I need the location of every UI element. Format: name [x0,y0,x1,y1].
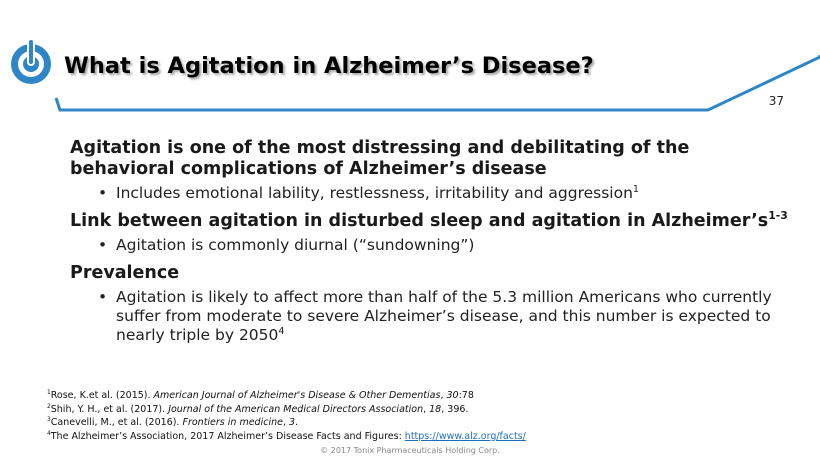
bullet-item: • Agitation is likely to affect more than half of the 5.3 million Americans who currently suffer from moderate to severe Alzheimer’s disease, and this number is expected to nearly triple by 2050$^4$ [98,288,772,344]
section-heading: Link between agitation in disturbed sleep and agitation in $Alzheimer’s^{1-3}$ [70,209,788,231]
power-button-icon [7,38,55,86]
reference-item: $^1$Rose, K.et al. (2015). American Journal of Alzheimer's Disease & Other Dementias, 30:78 [47,389,474,401]
bullet-item: • Includes emotional lability, restlessness, irritability and aggression$^1$ [98,183,640,202]
reference-link[interactable]: https://www.alz.org/facts/ [404,430,526,442]
slide-title: What is Agitation in Alzheimer’s Disease? [64,53,594,79]
reference-item: $^3$Canevelli, M., et al. (2016). Frontiers in medicine, 3. [47,416,299,428]
copyright-footer: © 2017 Tonix Pharmaceuticals Holding Corp. [320,446,500,455]
slide-number: 37 [768,94,784,108]
bullet-item: • Agitation is commonly diurnal (“sundowning”) [98,236,475,254]
bullet-dot: • [98,184,108,202]
reference-item: $^2$Shih, Y. H., et al. (2017). Journal of the American Medical Directors Association, 18, 396. [47,403,469,415]
references [47,389,526,443]
reference-item: $^4$The Alzheimer’s Association, 2017 Alzheimer’s Disease Facts and Figures: https://www.alz.org/facts/ [47,430,526,442]
section-heading: Prevalence [70,263,180,283]
slide-body [70,138,790,353]
bullet-dot: • [98,236,108,254]
section-heading: Agitation is one of the most distressing and debilitating of the behavioral complications of Alzheimer’s disease [70,138,690,179]
bullet-dot: • [98,288,108,306]
